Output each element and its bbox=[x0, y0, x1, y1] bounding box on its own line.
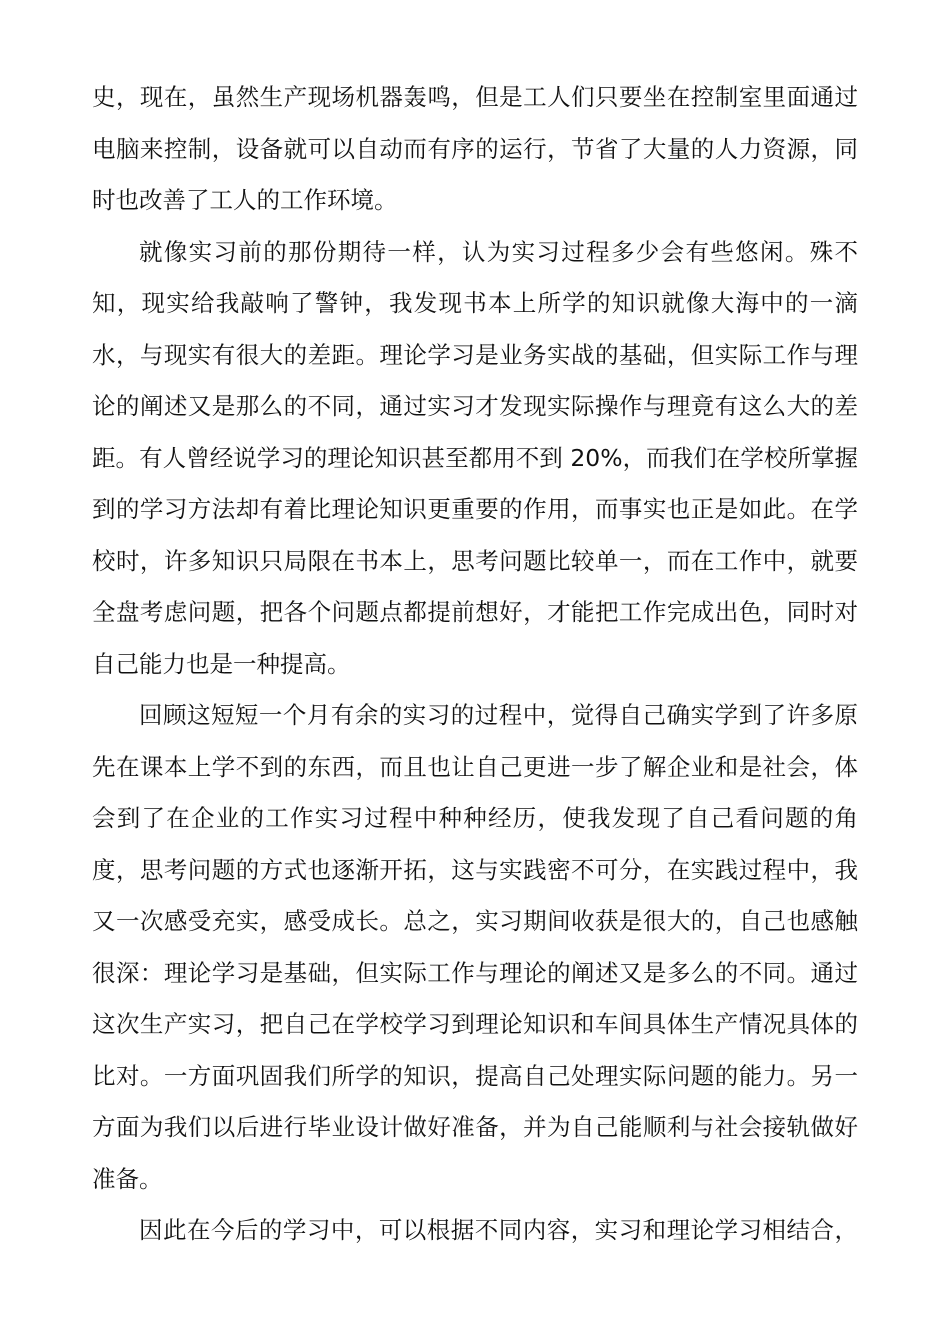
text-line: 电脑来控制，设备就可以自动而有序的运行，节省了大量的人力资源，同 bbox=[92, 134, 858, 163]
paragraph-2 bbox=[92, 227, 858, 691]
text-line: 很深：理论学习是基础，但实际工作与理论的阐述又是多么的不同。通过 bbox=[92, 958, 858, 987]
text-line: 到的学习方法却有着比理论知识更重要的作用，而事实也正是如此。在学 bbox=[92, 495, 858, 523]
body-text bbox=[92, 72, 858, 1257]
text-line: 因此在今后的学习中，可以根据不同内容，实习和理论学习相结合， bbox=[139, 1216, 858, 1244]
text-line: 全盘考虑问题，把各个问题点都提前想好，才能把工作完成出色，同时对 bbox=[92, 598, 858, 626]
text-line: 距。有人曾经说学习的理论知识甚至都用不到 20%，而我们在学校所掌握 bbox=[92, 443, 858, 472]
text-line: 准备。 bbox=[92, 1164, 163, 1193]
text-line: 校时，许多知识只局限在书本上，思考问题比较单一，而在工作中，就要 bbox=[92, 546, 858, 575]
text-line: 自己能力也是一种提高。 bbox=[92, 649, 351, 678]
text-line: 知，现实给我敲响了警钟，我发现书本上所学的知识就像大海中的一滴 bbox=[92, 289, 858, 317]
text-line: 这次生产实习，把自己在学校学习到理论知识和车间具体生产情况具体的 bbox=[92, 1010, 858, 1038]
text-line: 先在课本上学不到的东西，而且也让自己更进一步了解企业和是社会，体 bbox=[92, 752, 858, 781]
text-line: 论的阐述又是那么的不同，通过实习才发现实际操作与理竟有这么大的差 bbox=[92, 392, 858, 420]
text-line: 会到了在企业的工作实习过程中种种经历，使我发现了自己看问题的角 bbox=[92, 804, 858, 832]
text-line: 又一次感受充实，感受成长。总之，实习期间收获是很大的，自己也感触 bbox=[92, 907, 858, 935]
text-line: 方面为我们以后进行毕业设计做好准备，并为自己能顺利与社会接轨做好 bbox=[92, 1113, 858, 1141]
text-line: 比对。一方面巩固我们所学的知识，提高自己处理实际问题的能力。另一 bbox=[92, 1061, 858, 1090]
text-line: 度，思考问题的方式也逐渐开拓，这与实践密不可分，在实践过程中，我 bbox=[92, 855, 858, 884]
text-line: 回顾这短短一个月有余的实习的过程中，觉得自己确实学到了许多原 bbox=[139, 701, 858, 729]
paragraph-1 bbox=[92, 72, 858, 227]
paragraph-4 bbox=[92, 1205, 858, 1257]
text-line: 就像实习前的那份期待一样，认为实习过程多少会有些悠闲。殊不 bbox=[139, 237, 858, 266]
text-line: 水，与现实有很大的差距。理论学习是业务实战的基础，但实际工作与理 bbox=[92, 340, 858, 369]
paragraph-3 bbox=[92, 690, 858, 1205]
text-line: 时也改善了工人的工作环境。 bbox=[92, 186, 398, 214]
text-line: 史，现在，虽然生产现场机器轰鸣，但是工人们只要坐在控制室里面通过 bbox=[92, 83, 858, 111]
